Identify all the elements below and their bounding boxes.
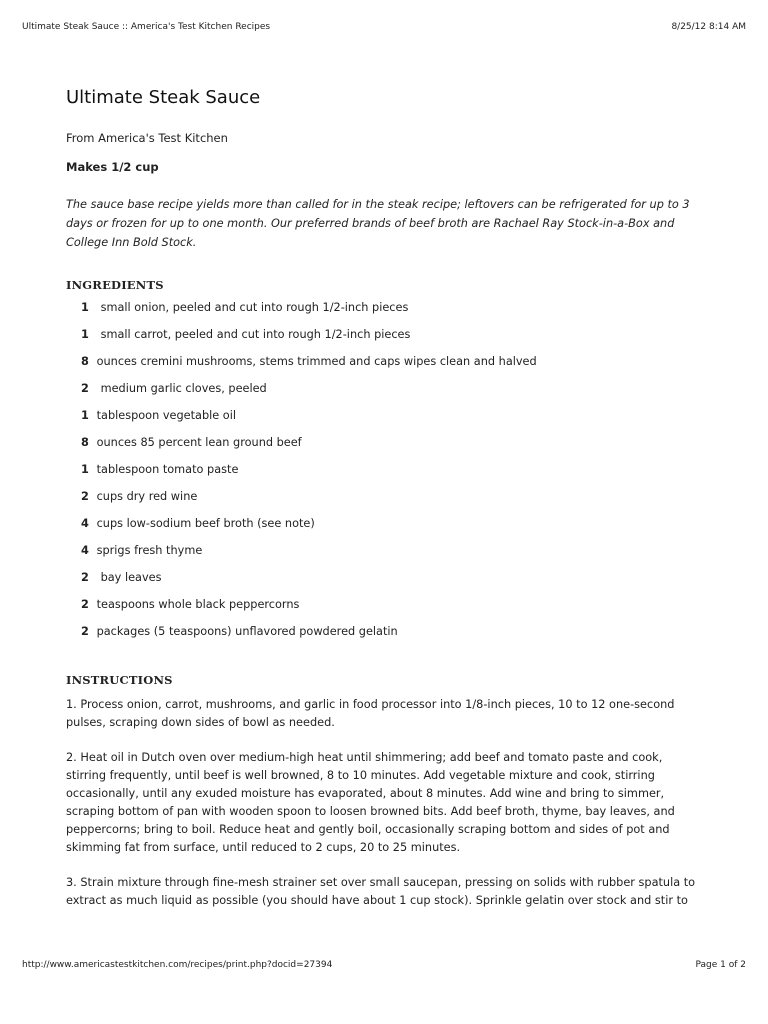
recipe-content xyxy=(66,84,706,910)
ingredient-text: cups low-sodium beef broth (see note) xyxy=(96,517,315,530)
ingredient-text: small onion, peeled and cut into rough 1/2-inch pieces xyxy=(100,301,409,314)
recipe-source: From America's Test Kitchen xyxy=(66,131,228,145)
ingredient-qty: 1 xyxy=(81,409,89,422)
ingredient-text: bay leaves xyxy=(100,571,162,584)
ingredient-qty: 2 xyxy=(81,382,89,395)
ingredient-qty: 1 xyxy=(81,328,89,341)
ingredient-text: small carrot, peeled and cut into rough 1/2-inch pieces xyxy=(100,328,411,341)
ingredient-qty: 2 xyxy=(81,490,89,503)
instruction-step: 2. Heat oil in Dutch oven over medium-high heat until shimmering; add beef and tomato paste and cook, stirring frequently, until beef is well browned, 8 to 10 minutes. Add vegetable mixture and cook, stirring occasionally, until any exuded moisture has evaporated, about 8 minutes. Add wine and bring to simmer, scraping bottom of pan with wooden spoon to loosen browned bits. Add beef broth, thyme, bay leaves, and peppercorns; bring to boil. Reduce heat and gently boil, occasionally scraping bottom and sides of pot and skimming fat from surface, until reduced to 2 cups, 20 to 25 minutes. xyxy=(66,751,675,854)
ingredient-qty: 4 xyxy=(81,517,89,530)
ingredient-text: ounces cremini mushrooms, stems trimmed and caps wipes clean and halved xyxy=(96,355,537,368)
ingredient-qty: 2 xyxy=(81,571,89,584)
print-footer xyxy=(22,960,746,974)
print-header-page-title: Ultimate Steak Sauce :: America's Test Kitchen Recipes xyxy=(22,22,271,32)
instruction-step: 1. Process onion, carrot, mushrooms, and garlic in food processor into 1/8-inch pieces, 10 to 12 one-second pulses, scraping down sides of bowl as needed. xyxy=(66,698,675,729)
ingredient-item xyxy=(81,488,706,515)
recipe-yield: Makes 1/2 cup xyxy=(66,160,159,174)
ingredient-item xyxy=(81,623,706,650)
ingredient-qty: 4 xyxy=(81,544,89,557)
ingredient-item xyxy=(81,326,706,353)
recipe-title: Ultimate Steak Sauce xyxy=(66,87,261,108)
ingredient-item xyxy=(81,542,706,569)
ingredient-text: ounces 85 percent lean ground beef xyxy=(96,436,302,449)
ingredients-heading: INGREDIENTS xyxy=(66,278,164,292)
ingredient-item xyxy=(81,434,706,461)
ingredient-text: tablespoon vegetable oil xyxy=(96,409,236,422)
ingredient-item xyxy=(81,515,706,542)
ingredient-text: packages (5 teaspoons) unflavored powdered gelatin xyxy=(96,625,398,638)
ingredient-item xyxy=(81,353,706,380)
ingredient-item xyxy=(81,461,706,488)
ingredient-qty: 8 xyxy=(81,355,89,368)
print-header xyxy=(22,22,746,36)
instruction-step: 3. Strain mixture through fine-mesh strainer set over small saucepan, pressing on solids with rubber spatula to extract as much liquid as possible (you should have about 1 cup stock). Sprinkle gelatin over stock and stir to xyxy=(66,876,696,907)
print-footer-url: http://www.americastestkitchen.com/recipes/print.php?docid=27394 xyxy=(22,960,333,970)
ingredient-item xyxy=(81,569,706,596)
ingredient-text: cups dry red wine xyxy=(96,490,198,503)
ingredient-text: teaspoons whole black peppercorns xyxy=(96,598,300,611)
print-header-datetime: 8/25/12 8:14 AM xyxy=(671,22,746,32)
instructions-heading: INSTRUCTIONS xyxy=(66,673,173,687)
ingredient-item xyxy=(81,299,706,326)
print-footer-page-indicator: Page 1 of 2 xyxy=(695,960,746,970)
ingredient-list xyxy=(66,299,706,650)
ingredient-qty: 8 xyxy=(81,436,89,449)
ingredient-qty: 2 xyxy=(81,598,89,611)
ingredient-item xyxy=(81,407,706,434)
ingredient-qty: 1 xyxy=(81,463,89,476)
ingredient-qty: 2 xyxy=(81,625,89,638)
ingredient-text: medium garlic cloves, peeled xyxy=(100,382,267,395)
ingredient-text: sprigs fresh thyme xyxy=(96,544,203,557)
recipe-description: The sauce base recipe yields more than called for in the steak recipe; leftovers can be refrigerated for up to 3 days or frozen for up to one month. Our preferred brands of beef broth are Rachael Ray Stock-in-a-Box and College Inn Bold Stock. xyxy=(66,198,690,249)
ingredient-item xyxy=(81,596,706,623)
ingredient-text: tablespoon tomato paste xyxy=(96,463,239,476)
ingredient-item xyxy=(81,380,706,407)
ingredient-qty: 1 xyxy=(81,301,89,314)
